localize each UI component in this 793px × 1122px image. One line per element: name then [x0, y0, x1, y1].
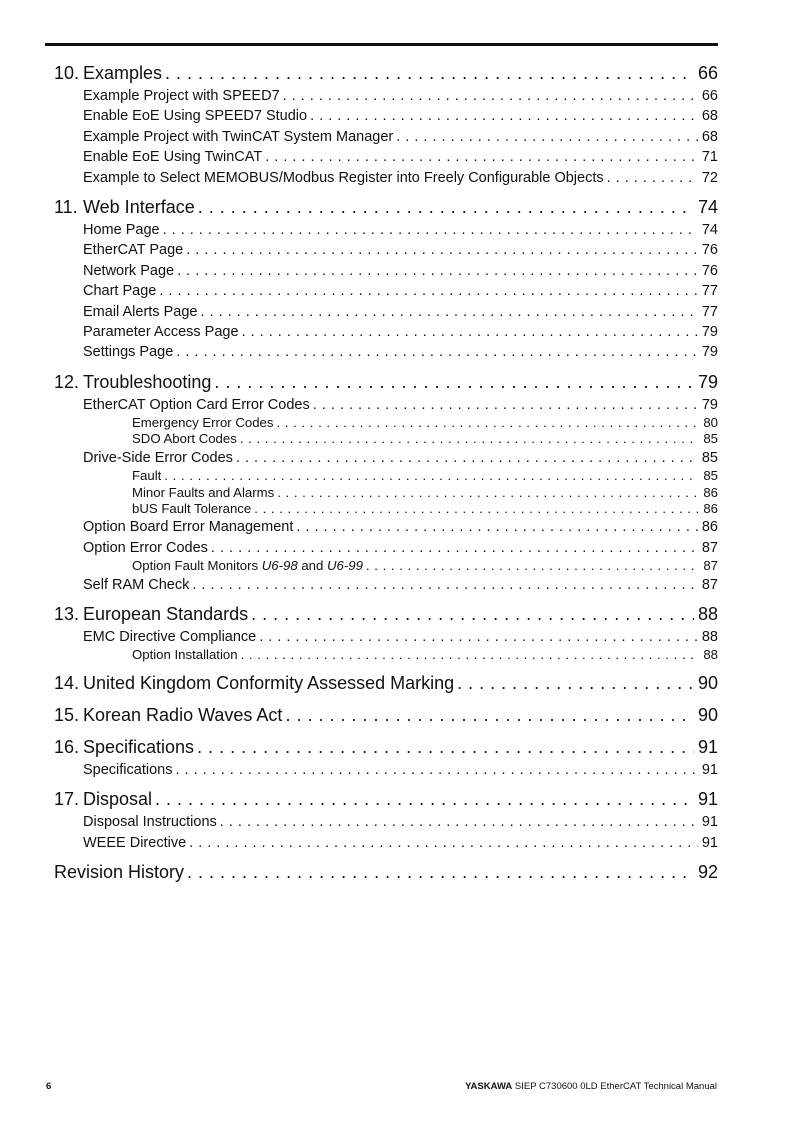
top-rule — [45, 43, 718, 46]
toc-title-text: Enable EoE Using SPEED7 Studio — [83, 108, 308, 125]
toc-page-number: 85 — [703, 431, 718, 447]
toc-page-number: 79 — [701, 323, 718, 340]
dot-leader — [262, 147, 698, 167]
dot-leader — [183, 240, 698, 260]
toc-page-number: 76 — [701, 242, 718, 259]
toc-entry-title — [54, 786, 152, 812]
toc-title-part: U6-99 — [327, 558, 363, 574]
toc-page-number: 86 — [703, 484, 718, 500]
toc-page-number: 76 — [701, 262, 718, 279]
toc-title-text: EMC Directive Compliance — [83, 628, 257, 645]
toc-page-number: 66 — [701, 88, 718, 104]
toc-title-text: Parameter Access Page — [83, 323, 239, 340]
toc-page-number: 91 — [701, 761, 718, 778]
toc-title-text: Korean Radio Waves Act — [83, 704, 283, 725]
dot-leader — [233, 448, 698, 468]
dot-leader — [273, 415, 698, 431]
toc-title-text: Specifications — [83, 761, 173, 778]
dot-leader — [172, 760, 698, 780]
toc-entry-level-2[interactable] — [54, 261, 718, 281]
toc-entry-title — [83, 517, 293, 537]
toc-title-text: Troubleshooting — [83, 371, 212, 392]
toc-page-number: 79 — [701, 344, 718, 361]
chapter-number: 17. — [54, 789, 80, 810]
toc-page-number: 90 — [697, 672, 718, 693]
toc-page-number: 88 — [701, 628, 718, 645]
toc-entry-level-2[interactable] — [54, 168, 718, 188]
toc-page-number: 86 — [701, 519, 718, 536]
toc-page-number: 91 — [697, 789, 718, 810]
toc-entry-level-3[interactable] — [54, 431, 718, 447]
dot-leader — [237, 431, 698, 447]
toc-entry-level-1[interactable] — [54, 670, 718, 696]
toc-page-number: 72 — [701, 169, 718, 186]
toc-entry-level-3[interactable] — [54, 485, 718, 501]
toc-page-number: 87 — [703, 558, 718, 574]
toc-title-text: Home Page — [83, 221, 160, 238]
dot-leader — [251, 501, 698, 517]
toc-entry-title — [83, 833, 186, 853]
toc-entry-title — [83, 395, 310, 415]
chapter-number: 12. — [54, 371, 80, 392]
toc-entry-title — [54, 194, 195, 220]
toc-title-text: WEEE Directive — [83, 834, 187, 851]
toc-title-text: Example Project with SPEED7 — [83, 88, 280, 104]
toc-entry-level-2[interactable] — [54, 342, 718, 362]
dot-leader — [208, 538, 698, 558]
toc-title-text: Emergency Error Codes — [132, 415, 274, 431]
dot-leader — [393, 127, 698, 147]
dot-leader — [256, 627, 698, 647]
toc-title-text: Chart Page — [83, 283, 157, 300]
toc-page-number: 80 — [703, 415, 718, 431]
chapter-number: 16. — [54, 736, 80, 757]
toc-title-text: Fault — [132, 468, 162, 484]
toc-title-text: Specifications — [83, 736, 195, 757]
toc-entry-title — [83, 322, 239, 342]
toc-page-number: 88 — [703, 647, 718, 663]
dot-leader — [363, 558, 698, 574]
dot-leader — [248, 601, 694, 627]
toc-entry-title — [54, 734, 194, 760]
toc-page-number: 87 — [701, 539, 718, 556]
toc-entry-level-1[interactable] — [54, 859, 718, 885]
toc-page-number: 79 — [701, 396, 718, 413]
toc-entry-level-2[interactable] — [54, 627, 718, 647]
toc-entry-title — [83, 538, 208, 558]
toc-entry-title — [83, 127, 393, 147]
dot-leader — [173, 342, 698, 362]
toc-entry-level-2[interactable] — [54, 812, 718, 832]
toc-title-text: Web Interface — [83, 196, 195, 217]
toc-entry-title — [83, 760, 172, 780]
toc-entry-title — [83, 147, 262, 167]
toc-entry-level-2[interactable] — [54, 220, 718, 240]
toc-title-text: Minor Faults and Alarms — [132, 484, 275, 500]
toc-entry-level-2[interactable] — [54, 302, 718, 322]
toc-page-number: 87 — [701, 576, 718, 593]
toc-entry-level-2[interactable] — [54, 322, 718, 342]
toc-page-number: 85 — [703, 468, 718, 484]
toc-page-number: 90 — [697, 704, 718, 725]
toc-page-number: 66 — [697, 63, 718, 83]
toc-page-number: 92 — [697, 861, 718, 882]
dot-leader — [174, 261, 698, 281]
toc-entry-level-2[interactable] — [54, 538, 718, 558]
toc-entry-title — [83, 240, 183, 260]
dot-leader — [238, 647, 698, 663]
toc-entry-level-3[interactable] — [54, 647, 718, 663]
toc-page-number: 91 — [697, 736, 718, 757]
toc-entry-title — [54, 369, 211, 395]
toc-entry-level-2[interactable] — [54, 517, 718, 537]
toc-entry-title — [83, 168, 604, 188]
toc-entry-level-1[interactable] — [54, 194, 718, 220]
toc-page-number: 68 — [701, 128, 718, 145]
toc-entry-title — [54, 60, 162, 86]
toc-title-text: Drive-Side Error Codes — [83, 449, 233, 466]
dot-leader — [195, 194, 694, 220]
toc-page-number: 77 — [701, 303, 718, 320]
toc-page-number: 91 — [701, 834, 718, 851]
toc-entry-level-1[interactable] — [54, 702, 718, 728]
toc-title-text: Self RAM Check — [83, 576, 190, 593]
toc-entry-level-2[interactable] — [54, 86, 718, 106]
toc-entry-level-2[interactable] — [54, 760, 718, 780]
toc-entry-level-3[interactable] — [54, 415, 718, 431]
toc-title-text: Option Installation — [132, 647, 238, 663]
toc-title-text: United Kingdom Conformity Assessed Marking — [83, 672, 455, 693]
chapter-number: 11. — [54, 196, 78, 217]
toc-entry-level-2[interactable] — [54, 575, 718, 595]
toc-entry-title — [54, 859, 184, 885]
toc-title-text: Option Board Error Management — [83, 519, 294, 536]
toc-title-text: EtherCAT Option Card Error Codes — [83, 396, 310, 413]
toc-title-text: Examples — [83, 63, 163, 83]
toc-title-text: SDO Abort Codes — [132, 431, 237, 447]
chapter-number: 14. — [54, 672, 80, 693]
toc-page-number: 77 — [701, 283, 718, 300]
toc-title-text: bUS Fault Tolerance — [132, 501, 252, 517]
toc-entry-title — [54, 601, 248, 627]
toc-page-number: 85 — [701, 449, 718, 466]
dot-leader — [239, 322, 698, 342]
toc-entry-title — [83, 106, 307, 126]
toc-title-part: U6-98 — [261, 558, 298, 574]
toc-entry-level-3[interactable] — [54, 558, 718, 574]
toc-title-text: Enable EoE Using TwinCAT — [83, 149, 263, 166]
dot-leader — [211, 369, 694, 395]
dot-leader — [604, 168, 698, 188]
toc-entry-level-2[interactable] — [54, 240, 718, 260]
toc-title-text: Settings Page — [83, 344, 174, 361]
dot-leader — [310, 395, 698, 415]
chapter-number: 15. — [54, 704, 80, 725]
toc-title-text: Example to Select MEMOBUS/Modbus Register into Freely Configurable Objects — [83, 169, 604, 186]
page-number: 6 — [46, 1081, 52, 1092]
toc-entry-title — [132, 415, 273, 431]
toc-page-number: 86 — [703, 501, 718, 517]
dot-leader — [454, 670, 694, 696]
chapter-number: 13. — [54, 603, 80, 624]
toc-entry-level-2[interactable] — [54, 147, 718, 167]
toc-title-text: EtherCAT Page — [83, 242, 184, 259]
toc-entry-title — [83, 261, 174, 281]
toc-entry-level-1[interactable] — [54, 786, 718, 812]
dot-leader — [184, 859, 694, 885]
toc-entry-level-2[interactable] — [54, 106, 718, 126]
toc-title-text: Revision History — [54, 861, 185, 882]
toc-page-number: 74 — [697, 196, 718, 217]
table-of-contents — [54, 60, 718, 885]
toc-page-number: 71 — [701, 149, 718, 166]
toc-entry-title — [132, 558, 363, 574]
toc-entry-title — [132, 468, 161, 484]
dot-leader — [282, 702, 694, 728]
dot-leader — [217, 812, 698, 832]
toc-entry-level-3[interactable] — [54, 501, 718, 517]
toc-entry-level-2[interactable] — [54, 448, 718, 468]
toc-title-text: European Standards — [83, 603, 249, 624]
manual-title: SIEP C730600 0LD EtherCAT Technical Manual — [514, 1081, 717, 1092]
toc-entry-title — [54, 702, 282, 728]
dot-leader — [189, 575, 698, 595]
dot-leader — [194, 734, 694, 760]
toc-page-number: 74 — [701, 221, 718, 238]
dot-leader — [293, 517, 698, 537]
toc-entry-level-3[interactable] — [54, 468, 718, 484]
toc-entry-title — [83, 342, 173, 362]
dot-leader — [161, 468, 698, 484]
toc-entry-title — [132, 501, 251, 517]
toc-page-number: 91 — [701, 814, 718, 831]
dot-leader — [156, 281, 698, 301]
dot-leader — [274, 485, 698, 501]
toc-entry-level-1[interactable] — [54, 734, 718, 760]
toc-entry-title — [132, 647, 238, 663]
dot-leader — [280, 86, 698, 106]
toc-entry-title — [132, 485, 274, 501]
toc-entry-title — [83, 86, 280, 106]
toc-title-text: Disposal — [83, 789, 153, 810]
toc-title-text: Network Page — [83, 262, 175, 279]
dot-leader — [152, 786, 694, 812]
toc-entry-title — [83, 812, 217, 832]
toc-entry-level-1[interactable] — [54, 60, 718, 86]
toc-entry-level-2[interactable] — [54, 281, 718, 301]
chapter-number: 10. — [54, 63, 80, 83]
toc-entry-title — [83, 448, 233, 468]
toc-entry-title — [83, 281, 156, 301]
dot-leader — [186, 833, 698, 853]
dot-leader — [307, 106, 698, 126]
toc-entry-level-2[interactable] — [54, 127, 718, 147]
dot-leader — [162, 60, 694, 86]
toc-title-part: and — [297, 558, 327, 574]
toc-title-text: Option Error Codes — [83, 539, 208, 556]
brand-name: YASKAWA — [465, 1081, 513, 1092]
toc-entry-level-1[interactable] — [54, 369, 718, 395]
toc-entry-title — [83, 627, 256, 647]
toc-page-number: 79 — [697, 371, 718, 392]
toc-page-number: 68 — [701, 108, 718, 125]
dot-leader — [160, 220, 698, 240]
toc-entry-title — [83, 220, 160, 240]
toc-entry-level-1[interactable] — [54, 601, 718, 627]
toc-title-text: Email Alerts Page — [83, 303, 198, 320]
toc-entry-title — [54, 670, 454, 696]
toc-entry-title — [83, 575, 189, 595]
toc-entry-title — [132, 431, 237, 447]
toc-entry-title — [83, 302, 197, 322]
toc-entry-level-2[interactable] — [54, 395, 718, 415]
toc-entry-level-2[interactable] — [54, 833, 718, 853]
toc-title-text: Disposal Instructions — [83, 814, 217, 831]
toc-title-text: Example Project with TwinCAT System Manager — [83, 128, 394, 145]
dot-leader — [197, 302, 698, 322]
toc-page-number: 88 — [697, 603, 718, 624]
toc-title-part: Option Fault Monitors — [132, 558, 262, 574]
manual-title-footer — [465, 1081, 717, 1092]
